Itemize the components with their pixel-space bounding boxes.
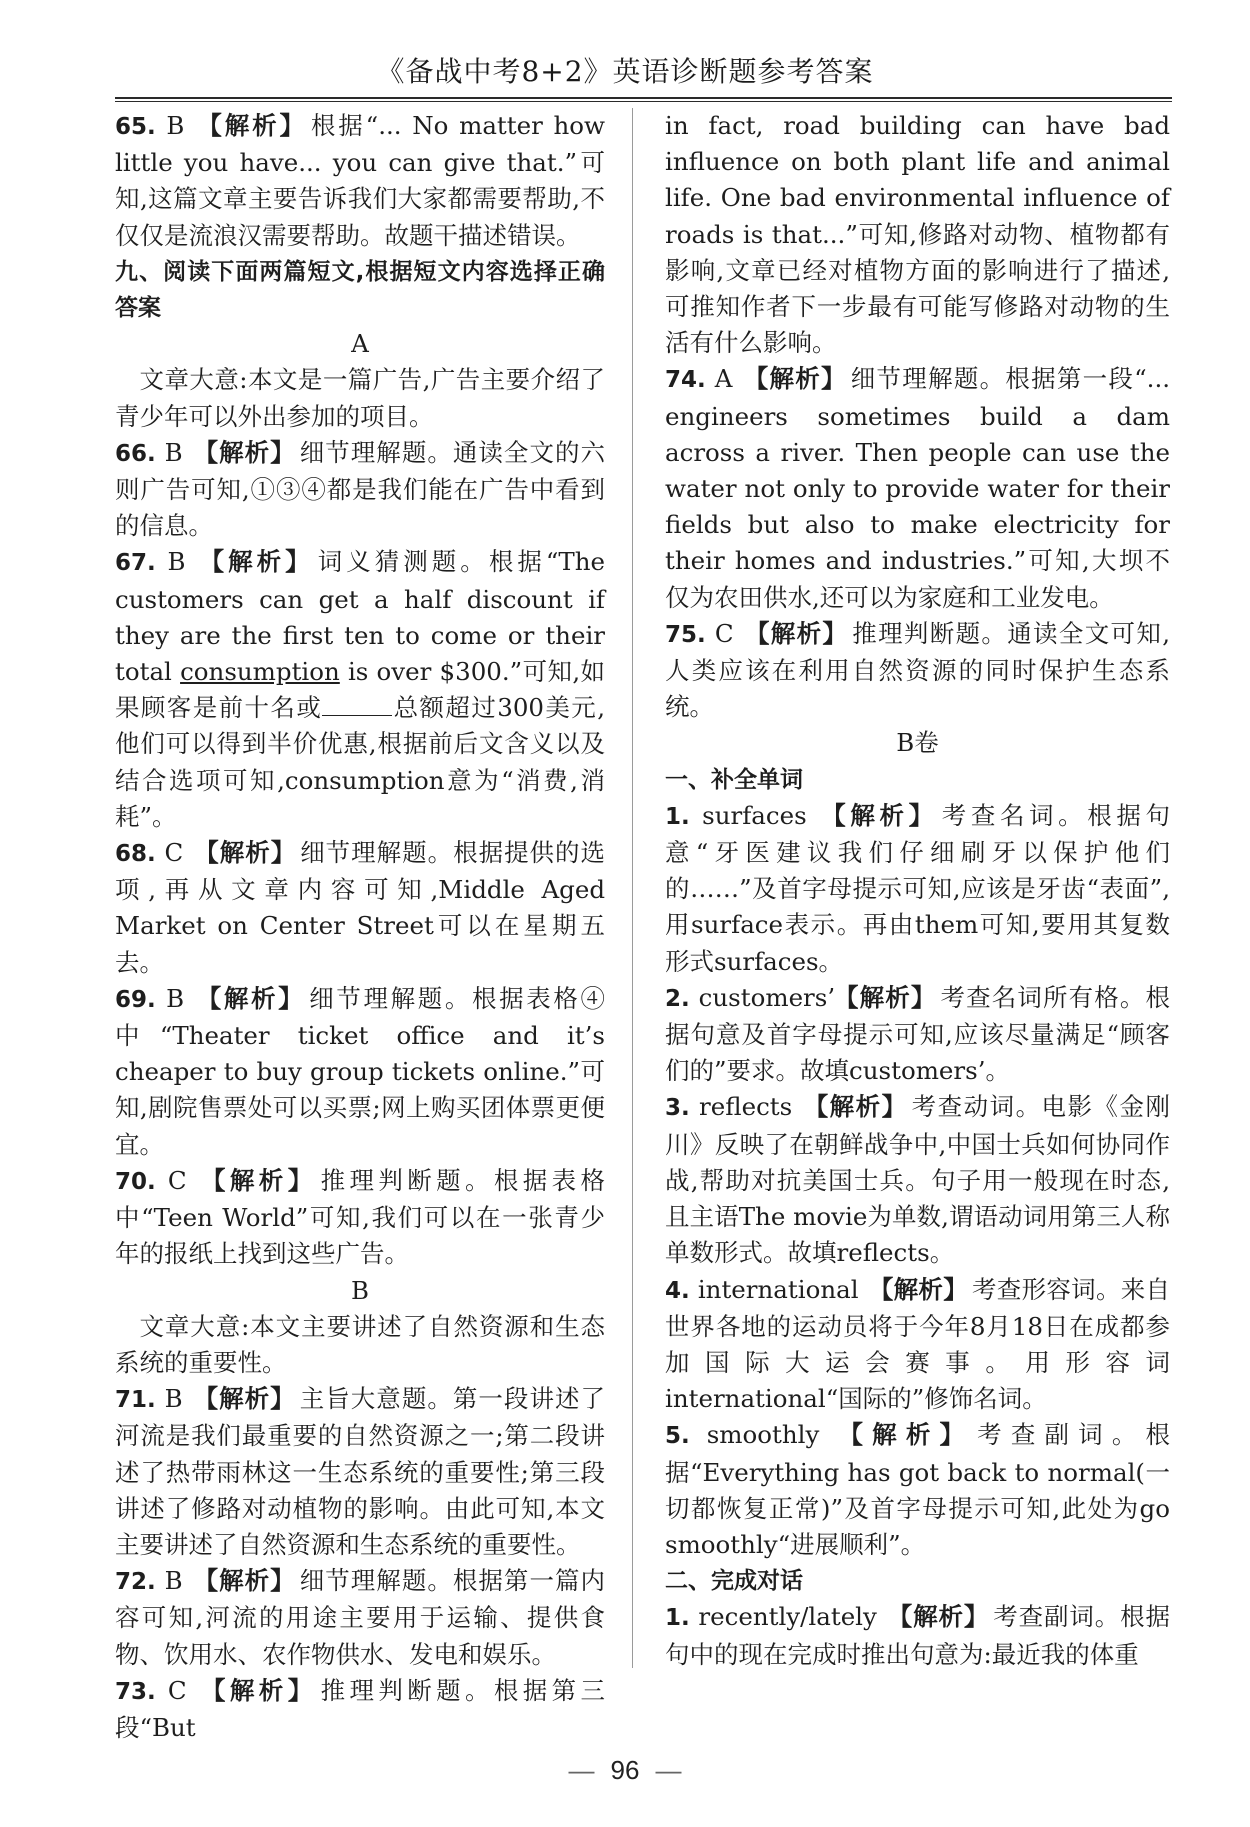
analysis-tag: 【解析】 <box>192 437 296 467</box>
analysis-tag: 【解析】 <box>192 1384 296 1414</box>
answer-item <box>115 1381 605 1563</box>
answer-item <box>665 1089 1170 1271</box>
answer-key: B <box>155 437 183 467</box>
answer-item <box>665 616 1170 726</box>
answer-key: C <box>705 618 734 648</box>
answer-item <box>665 798 1170 980</box>
answer-key: B <box>155 547 186 577</box>
analysis-text: 细节理解题。根据第一篇内容可知,河流的用途主要用于运输、提供食物、饮用水、农作物供水、发电和娱乐。 <box>115 1566 606 1669</box>
analysis-text: is over $300.”可知,如果顾客是前十名或 <box>115 657 606 723</box>
analysis-tag: 【解析】 <box>743 618 849 648</box>
answer-item <box>665 361 1170 615</box>
analysis-tag: 【解析】 <box>192 1566 296 1596</box>
analysis-text: 总额超过300美元,他们可以得到半价优惠,根据前后文含义以及结合选项可知,consumption意为“消费,消耗”。 <box>115 693 605 831</box>
left-column <box>115 108 605 1746</box>
analysis-tag: 【解析】 <box>886 1602 990 1632</box>
answer-key: A <box>705 364 733 394</box>
analysis-tag: 【解析】 <box>196 1165 317 1195</box>
analysis-text: 细节理解题。通读全文的六则广告可知,①③④都是我们能在广告中看到的信息。 <box>115 437 606 541</box>
answer-item <box>115 544 605 835</box>
analysis-text: 考查形容词。来自世界各地的运动员将于今年8月18日在成都参加国际大运会赛事。用形容词international“国际的”修饰名词。 <box>665 1274 1171 1414</box>
question-number: 70. <box>115 1168 156 1195</box>
section-heading: 九、阅读下面两篇短文,根据短文内容选择正确答案 <box>115 258 605 322</box>
header-rule-thin <box>115 101 1172 102</box>
answer-item <box>115 835 605 981</box>
page-number-value: 96 <box>610 1755 640 1785</box>
answer-key: B <box>155 1384 183 1414</box>
question-number: 68. <box>115 841 156 868</box>
analysis-text: 细节理解题。根据第一段“... engineers sometimes build a dam across a river. Then people can use the water not only to provide water for their fields but also to make electricity for their homes and industries.”可知,大坝不仅为农田供水,还可以为家庭和工业发电。 <box>665 364 1171 612</box>
fill-blank <box>322 691 392 716</box>
question-number: 3. <box>665 1095 690 1122</box>
answer-key: reflects <box>689 1092 793 1122</box>
analysis-tag: 【解析】 <box>868 1274 968 1304</box>
analysis-text: 推理判断题。根据第三段“But <box>115 1675 605 1742</box>
analysis-text: 词义猜测题。根据“The customers can get a half discount if they are the first ten to come or their total <box>115 547 606 687</box>
question-number: 74. <box>665 367 706 394</box>
section-heading: 一、补全单词 <box>665 766 803 793</box>
analysis-text: 考查名词所有格。根据句意及首字母提示可知,应该尽量满足“顾客们的”要求。故填customers’。 <box>665 982 1171 1086</box>
column-divider <box>632 108 633 1668</box>
page-number <box>0 1755 1250 1786</box>
analysis-text: 细节理解题。根据表格④中“Theater ticket office and it’s cheaper to buy group tickets online.”可知,剧院售票处可以买票;网上购买团体票更便宜。 <box>115 983 606 1159</box>
answer-item <box>115 1163 605 1273</box>
answer-item <box>115 981 605 1163</box>
question-number: 73. <box>115 1678 156 1705</box>
question-number: 65. <box>115 114 156 140</box>
answer-key: customers’ <box>689 982 836 1012</box>
underlined-word: consumption <box>180 657 340 687</box>
analysis-tag: 【解析】 <box>196 1675 317 1705</box>
answer-item <box>665 1417 1170 1563</box>
answer-item <box>115 1673 605 1746</box>
question-number: 66. <box>115 440 156 467</box>
section-heading: 二、完成对话 <box>665 1568 803 1595</box>
answer-key: C <box>155 838 184 868</box>
question-number: 2. <box>665 985 690 1012</box>
passage-summary: 文章大意:本文主要讲述了自然资源和生态系统的重要性。 <box>115 1311 605 1377</box>
analysis-tag: 【解析】 <box>195 547 314 577</box>
answer-item <box>115 435 605 545</box>
analysis-text: 主旨大意题。第一段讲述了河流是我们最重要的自然资源之一;第二段讲述了热带雨林这一生态系统的重要性;第三段讲述了修路对动植物的影响。由此可知,本文主要讲述了自然资源和生态系统的重要性。 <box>115 1384 606 1559</box>
answer-key: international <box>689 1274 859 1304</box>
part-heading: A <box>351 329 369 359</box>
passage-summary: 文章大意:本文是一篇广告,广告主要介绍了青少年可以外出参加的项目。 <box>115 365 605 431</box>
page-header <box>0 0 1250 108</box>
analysis-text: 推理判断题。通读全文可知,人类应该在利用自然资源的同时保护生态系统。 <box>665 618 1170 722</box>
question-number: 1. <box>665 1605 690 1632</box>
analysis-tag: 【解析】 <box>802 1092 908 1122</box>
answer-key: B <box>155 983 185 1013</box>
analysis-tag: 【解析】 <box>845 982 937 1012</box>
page-number-dash-right: — <box>655 1755 682 1785</box>
analysis-tag: 【解析】 <box>829 1420 974 1450</box>
answer-key: recently/lately <box>689 1602 877 1632</box>
answer-key: surfaces <box>689 800 807 830</box>
question-number: 72. <box>115 1569 156 1596</box>
answer-item <box>115 108 605 254</box>
analysis-text: 考查名词。根据句意“牙医建议我们仔细刷牙以保护他们的……”及首字母提示可知,应该是牙齿“表面”,用surface表示。再由them可知,要用其复数形式surfaces。 <box>665 800 1170 976</box>
answer-item <box>665 1599 1170 1672</box>
question-number: 67. <box>115 550 156 577</box>
question-number: 71. <box>115 1387 156 1414</box>
answer-continuation: in fact, road building can have bad influence on both plant life and animal life. One bad environmental influence of roads is that...”可知,修路对动物、植物都有影响,文章已经对植物方面的影响进行了描述,可推知作者下一步最有可能写修路对动物的生活有什么影响。 <box>665 111 1170 358</box>
analysis-tag: 【解析】 <box>193 838 297 868</box>
page-number-dash-left: — <box>568 1755 595 1785</box>
right-column <box>665 108 1170 1673</box>
answer-item <box>115 1563 605 1673</box>
analysis-text: 推理判断题。根据表格中“Teen World”可知,我们可以在一张青少年的报纸上找到这些广告。 <box>115 1165 605 1269</box>
analysis-tag: 【解析】 <box>742 364 847 394</box>
answer-key: C <box>155 1165 187 1195</box>
question-number: 1. <box>665 803 690 830</box>
part-heading: B卷 <box>896 728 939 758</box>
analysis-text: 考查副词。根据“Everything has got back to normal(一切都恢复正常)”及首字母提示可知,此处为go smoothly“进展顺利”。 <box>665 1420 1170 1559</box>
analysis-tag: 【解析】 <box>194 983 306 1013</box>
answer-item <box>665 980 1170 1090</box>
analysis-text: 考查动词。电影《金刚川》反映了在朝鲜战争中,中国士兵如何协同作战,帮助对抗美国士兵。句子用一般现在时态,且主语The movie为单数,谓语动词用第三人称单数形式。故填reflects。 <box>665 1092 1170 1268</box>
question-number: 75. <box>665 621 706 648</box>
answer-key: B <box>155 1566 183 1596</box>
answer-key: B <box>155 111 185 140</box>
analysis-text: 根据“... No matter how little you have... you can give that.”可知,这篇文章主要告诉我们大家都需要帮助,不仅仅是流浪汉需要帮助。故题干描述错误。 <box>115 111 606 250</box>
question-number: 69. <box>115 986 156 1013</box>
analysis-tag: 【解析】 <box>194 111 307 140</box>
part-heading: B <box>350 1275 369 1305</box>
answer-key: C <box>155 1675 187 1705</box>
answer-item <box>665 1272 1170 1418</box>
header-rule <box>115 97 1172 99</box>
answer-key: smoothly <box>689 1420 820 1450</box>
question-number: 5. <box>665 1423 690 1450</box>
analysis-text: 考查副词。根据句中的现在完成时推出句意为:最近我的体重 <box>665 1602 1170 1669</box>
analysis-text: 细节理解题。根据提供的选项,再从文章内容可知,Middle Aged Market on Center Street可以在星期五去。 <box>115 838 606 977</box>
analysis-tag: 【解析】 <box>816 800 938 830</box>
header-title: 《备战中考8+2》英语诊断题参考答案 <box>376 55 874 88</box>
question-number: 4. <box>665 1277 690 1304</box>
